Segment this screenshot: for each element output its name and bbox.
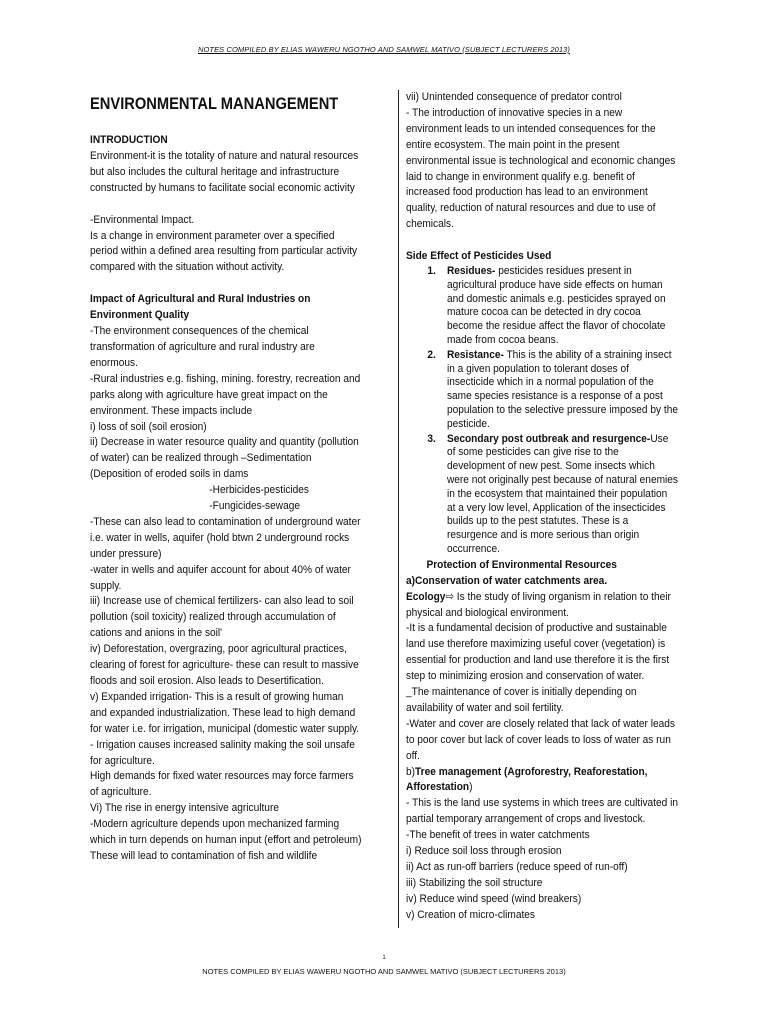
agricultural-impact-heading: Impact of Agricultural and Rural Industries on Environment Quality <box>90 293 311 322</box>
paragraph: -The benefit of trees in water catchments <box>406 829 590 842</box>
list-term: Residues- <box>446 265 496 278</box>
protection-heading: Protection of Environmental Resources <box>426 558 617 571</box>
document-title: ENVIRONMENTAL MANANGEMENT <box>90 95 339 113</box>
list-term: Secondary post outbreak and resurgence- <box>446 432 651 445</box>
paragraph: - This is the land use systems in which trees are cultivated in partial temporary arrangement of crops and livestock. <box>406 797 678 826</box>
pesticides-heading: Side Effect of Pesticides Used <box>406 250 552 263</box>
paragraph: i) loss of soil (soil erosion) <box>90 420 207 433</box>
predator-control-text: - The introduction of innovative species in a new environment leads to un intended consequences for the entire ecosystem. The main point in the present environmental issue is technological and economic changes laid to change in environment qualify e.g. benefit of increased food production has lead to an environment quality, reduction of natural resources and due to use of chemicals. <box>406 106 676 231</box>
list-item <box>427 348 679 432</box>
page-number: 1 <box>382 955 386 961</box>
introduction-heading: INTRODUCTION <box>90 134 168 146</box>
paragraph: -It is a fundamental decision of productive and sustainable land use therefore maximizing useful cover (vegetation) is essential for production and land use therefore it is the first step to minimizing erosion and conservation of water. <box>406 622 670 683</box>
paragraph: -Modern agriculture depends upon mechanized farming which in turn depends on human input (effort and petroleum) <box>90 818 362 847</box>
left-column <box>90 90 362 865</box>
paragraph: -water in wells and aquifer account for about 40% of water supply. <box>90 563 351 592</box>
environmental-impact-label: -Environmental Impact. <box>90 213 195 226</box>
list-text: This is the ability of a straining insect in a given population to tolerant doses of insecticide which in a normal population of the same species resistance is a response of a post population to the selective pressure imposed by the pesticide. <box>446 348 679 430</box>
paragraph: - Irrigation causes increased salinity making the soil unsafe for agriculture. <box>90 738 355 767</box>
herbicides-line: -Herbicides-pesticides <box>209 484 309 497</box>
paragraph: ii) Decrease in water resource quality and quantity (pollution of water) can be realized through –Sedimentation (Deposition of eroded soils in dams <box>90 436 359 481</box>
ecology-definition <box>406 590 678 622</box>
environmental-impact-text: Is a change in environment parameter over a specified period within a defined area resulting from particular activity compared with the situation without activity. <box>90 229 358 274</box>
list-text: Use of some pesticides can give rise to the development of new pest. Some insects which were not originally pest because of natural enemies in the ecosystem that maintained their population at a very low level, Application of the insecticides builds up to the pest statutes. These is a resurgence and is more serious than origin occurrence. <box>446 432 678 555</box>
ecology-term: Ecology <box>406 590 446 603</box>
paragraph: v) Expanded irrigation- This is a result of growing human and expanded industrialization. These lead to high demand for water i.e. for irrigation, municipal (domestic water supply. <box>90 690 360 735</box>
paragraph: These will lead to contamination of fish and wildlife <box>90 849 318 862</box>
tree-suffix: ) <box>469 781 473 794</box>
list-text: pesticides residues present in agricultural produce have side effects on human and domestic animals e.g. pesticides sprayed on mature cocoa can be detected in dry cocoa become the residue affect the flavor of chocolate made from cocoa beans. <box>446 265 666 347</box>
list-number: 3. <box>427 432 436 445</box>
list-term: Resistance- <box>446 348 504 361</box>
tree-prefix: b) <box>406 765 416 778</box>
list-number: 2. <box>427 348 436 361</box>
arrow-icon: ⇨ <box>445 590 454 603</box>
tree-management-heading <box>406 765 678 797</box>
paragraph: iv) Deforestation, overgrazing, poor agricultural practices, clearing of forest for agriculture- these can result to massive floods and soil erosion. Also leads to Desertification. <box>90 643 359 687</box>
tree-heading: Tree management (Agroforestry, Reaforestation, Afforestation <box>406 765 648 794</box>
paragraph: High demands for fixed water resources may force farmers of agriculture. <box>90 770 354 799</box>
column-divider <box>398 90 399 928</box>
conservation-heading: a)Conservation of water catchments area. <box>406 574 608 587</box>
right-column <box>406 90 678 924</box>
paragraph: Vi) The rise in energy intensive agriculture <box>90 802 279 815</box>
paragraph: iv) Reduce wind speed (wind breakers) <box>406 892 582 905</box>
paragraph: ii) Act as run-off barriers (reduce speed of run-off) <box>406 861 628 874</box>
pesticide-effects-list <box>406 265 678 557</box>
paragraph: i) Reduce soil loss through erosion <box>406 845 562 858</box>
fungicides-line: -Fungicides-sewage <box>209 500 300 513</box>
list-item <box>427 432 678 557</box>
paragraph: -Water and cover are closely related that lack of water leads to poor cover but lack of cover leads to loss of water as run off. <box>406 717 675 762</box>
predator-control-heading: vii) Unintended consequence of predator control <box>406 91 622 103</box>
list-number: 1. <box>427 265 436 278</box>
paragraph: _The maintenance of cover is initially depending on availability of water and soil fertility. <box>406 686 637 714</box>
paragraph: iii) Increase use of chemical fertilizers- can also lead to soil pollution (soil toxicity) realized through accumulation of cations and anions in the soil' <box>90 595 354 640</box>
paragraph: -These can also lead to contamination of underground water i.e. water in wells, aquifer (hold btwn 2 underground rocks under pressure) <box>90 515 361 560</box>
paragraph: -Rural industries e.g. fishing, mining. forestry, recreation and parks along with agriculture have great impact on the environment. These impacts include <box>90 372 361 417</box>
ecology-text: Is the study of living organism in relation to their physical and biological environment. <box>406 590 671 619</box>
page-footer: NOTES COMPILED BY ELIAS WAWERU NGOTHO AND SAMWEL MATIVO (SUBJECT LECTURERS 2013) <box>202 967 566 976</box>
paragraph: iii) Stabilizing the soil structure <box>406 876 543 889</box>
paragraph: v) Creation of micro-climates <box>406 908 536 921</box>
introduction-text: Environment-it is the totality of nature and natural resources but also includes the cultural heritage and infrastructure constructed by humans to facilitate social economic activity <box>90 149 359 194</box>
page-header: NOTES COMPILED BY ELIAS WAWERU NGOTHO AND SAMWEL MATIVO (SUBJECT LECTURERS 2013) <box>197 45 571 54</box>
paragraph: -The environment consequences of the chemical transformation of agriculture and rural industry are enormous. <box>90 325 315 369</box>
list-item <box>427 265 678 348</box>
